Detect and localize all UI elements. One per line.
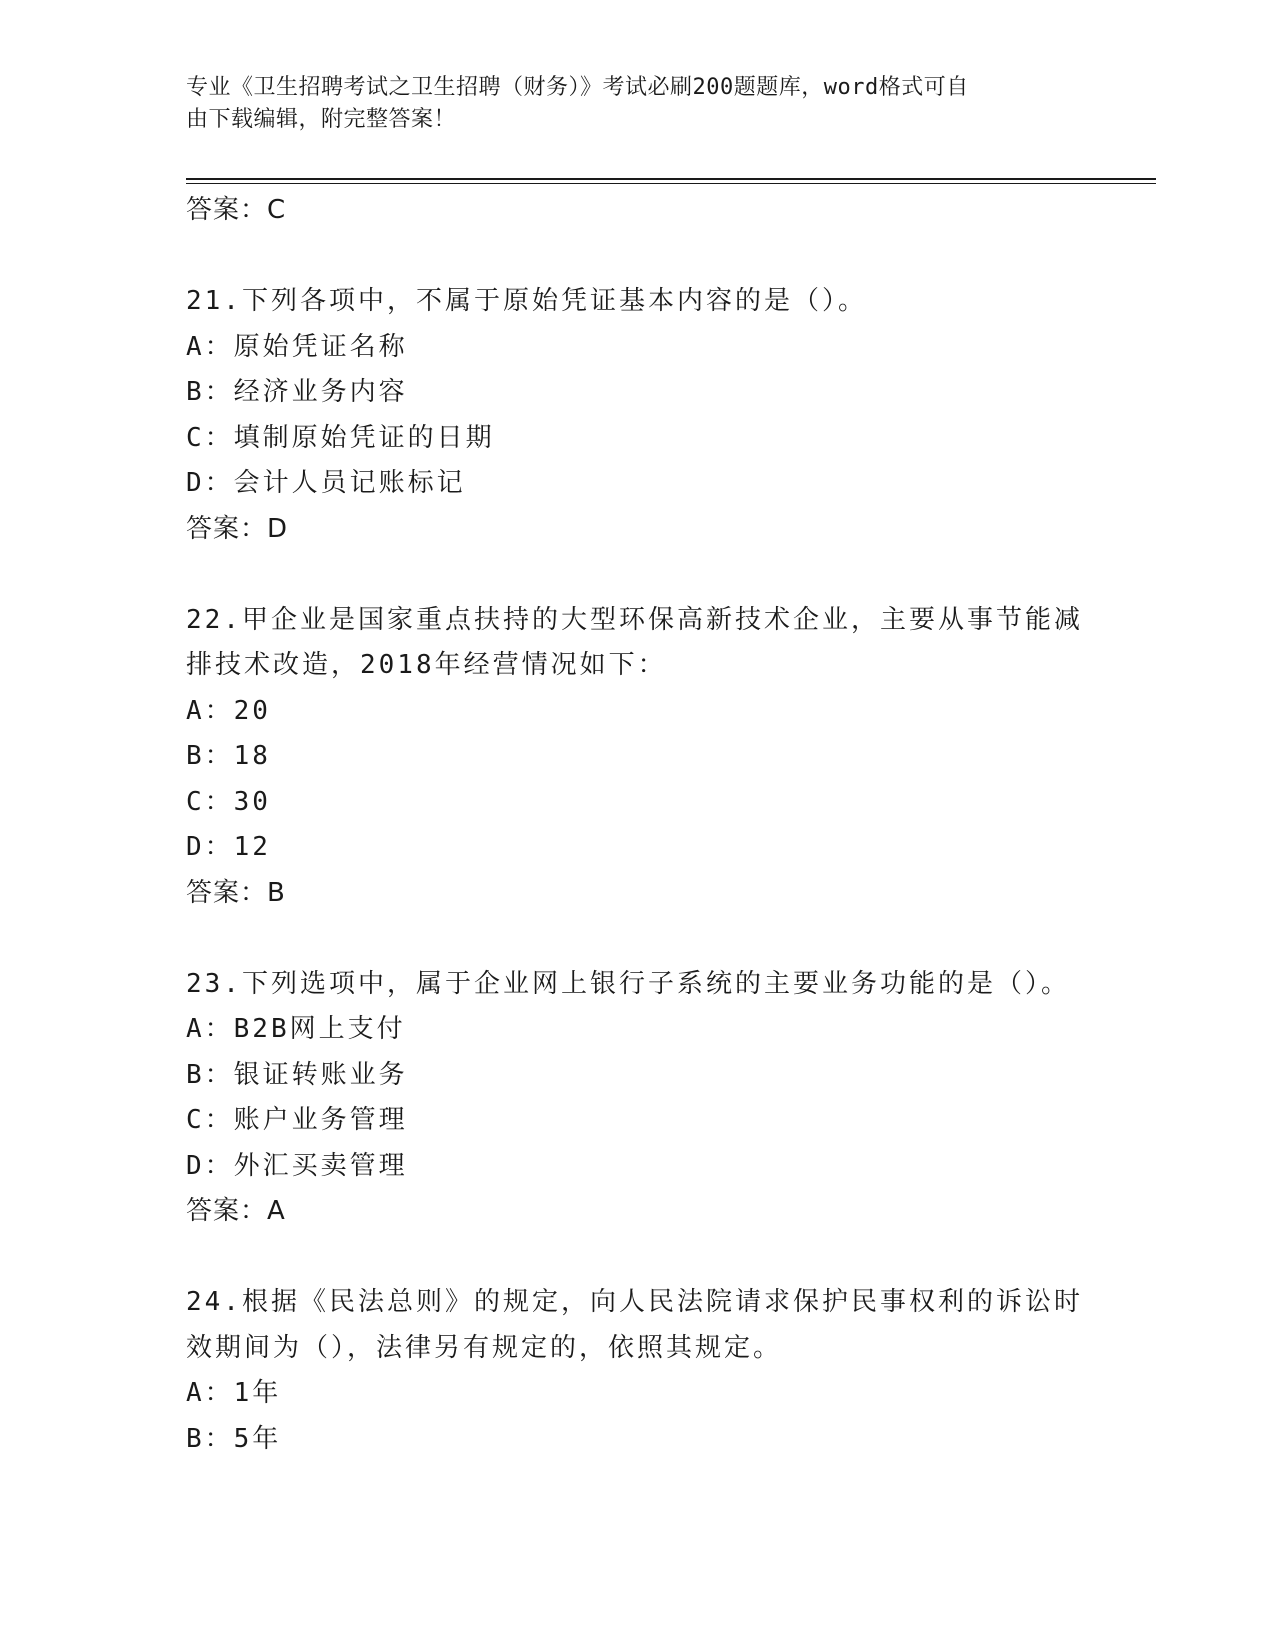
question-list [186,188,1086,1462]
option-d: D：外汇买卖管理 [186,1150,408,1181]
question-block [186,1280,1086,1462]
answer-label: 答案： [186,195,268,225]
option-c: C：账户业务管理 [186,1105,408,1135]
option-a: A：B2B网上支付 [186,1014,406,1044]
option-a: A：原始凭证名称 [186,331,408,362]
answer-value: D [267,513,289,544]
document-header [186,72,1066,136]
option-d: D：12 [186,832,271,862]
option-b: B：银证转账业务 [186,1059,408,1090]
question-block [186,279,1086,552]
question-text: 21.下列各项中，不属于原始凭证基本内容的是（）。 [186,286,867,316]
header-divider-thick [186,178,1156,180]
question-block [186,598,1086,917]
header-line-2: 由下载编辑，附完整答案！ [186,107,457,132]
option-a: A：20 [186,695,271,726]
question-text: 23.下列选项中，属于企业网上银行子系统的主要业务功能的是（）。 [186,968,1070,999]
option-b: B：18 [186,741,271,771]
header-line-1: 专业《卫生招聘考试之卫生招聘（财务）》考试必刷200题题库，word格式可自 [186,75,969,100]
answer-line [186,871,1086,917]
option-b: B：经济业务内容 [186,377,408,407]
answer-label: 答案： [186,1196,268,1226]
question-text: 22.甲企业是国家重点扶持的大型环保高新技术企业，主要从事节能减 [186,604,1083,635]
option-b: B：5年 [186,1423,282,1454]
answer-label: 答案： [186,513,268,544]
answer-value: C [267,195,287,225]
question-text-continued: 效期间为（），法律另有规定的，依照其规定。 [186,1332,783,1363]
answer-line [186,1189,1086,1235]
option-a: A：1年 [186,1378,282,1408]
question-text: 24.根据《民法总则》的规定，向人民法院请求保护民事权利的诉讼时 [186,1287,1083,1317]
answer-value: A [267,1196,286,1226]
header-divider-thin [186,183,1156,184]
answer-value: B [267,877,286,908]
option-d: D：会计人员记账标记 [186,468,466,498]
answer-label: 答案： [186,877,268,908]
answer-line [186,507,1086,553]
option-c: C：填制原始凭证的日期 [186,422,495,453]
question-text-continued: 排技术改造，2018年经营情况如下： [186,650,667,680]
question-block [186,962,1086,1235]
answer-line [186,188,1086,234]
option-c: C：30 [186,786,271,817]
